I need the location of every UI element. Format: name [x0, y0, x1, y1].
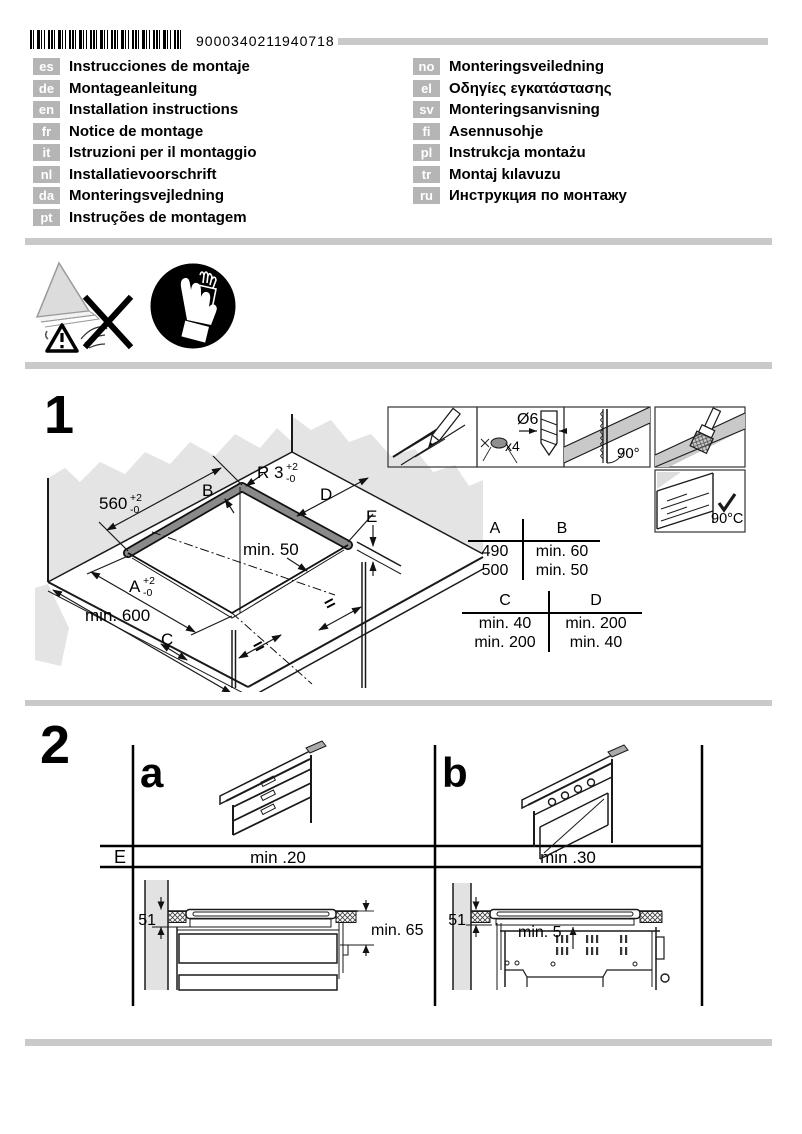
- drill-count-label: x4: [505, 438, 520, 454]
- dim-b: B: [202, 481, 214, 500]
- language-title: Installatievoorschrift: [69, 165, 217, 183]
- language-title: Monteringsanvisning: [449, 101, 600, 119]
- language-row: [33, 164, 257, 186]
- language-row: [413, 164, 627, 186]
- language-title: Montaj kılavuzu: [449, 165, 561, 183]
- separator: [25, 362, 772, 369]
- step-1-number: 1: [44, 385, 75, 445]
- dim-e: E: [366, 507, 378, 526]
- dim-d: D: [320, 485, 333, 504]
- table-cell: min. 200: [548, 614, 642, 633]
- table-cell: min. 40: [478, 615, 532, 632]
- drill-diameter-label: Ø6: [517, 411, 539, 428]
- language-code-badge: es: [33, 58, 60, 75]
- cross-section-a: [145, 880, 374, 990]
- separator: [25, 700, 772, 706]
- dim-a: A: [129, 577, 141, 596]
- oven-drawing: [522, 745, 628, 859]
- mark-cutout-pencil-icon: [393, 408, 465, 465]
- language-row: [413, 142, 627, 164]
- dim-51-b: 51: [448, 912, 466, 929]
- language-row: [413, 78, 627, 100]
- brush-icon: [655, 406, 745, 467]
- barcode: [30, 30, 183, 49]
- table-cell: 500: [481, 562, 509, 579]
- dim-min65: min. 65: [371, 922, 424, 939]
- dim-radius-tol-plus: +2: [286, 461, 298, 473]
- equal-mark: =: [249, 634, 269, 658]
- broken-glass-warning-icon: [25, 255, 150, 357]
- dim-c: C: [161, 630, 174, 649]
- language-row: [33, 185, 257, 207]
- e-value-b: min .30: [540, 848, 596, 867]
- language-code-badge: nl: [33, 166, 60, 183]
- e-value-a: min .20: [250, 848, 306, 867]
- step-2-diagram: [60, 735, 760, 1015]
- table-cell: min. 50: [522, 561, 600, 580]
- table-cd: [462, 591, 642, 652]
- language-list-right: [413, 56, 627, 207]
- table-ab: [468, 519, 600, 580]
- language-row: [33, 142, 257, 164]
- dim-a-tol-minus: -0: [143, 587, 153, 599]
- language-title: Instrukcja montażu: [449, 144, 586, 162]
- language-row: [33, 56, 257, 78]
- dim-51-a: 51: [138, 912, 156, 929]
- header-gray-bar: [338, 38, 768, 45]
- table-cd-header-d: D: [548, 591, 642, 614]
- language-code-badge: tr: [413, 166, 440, 183]
- step-2-number: 2: [40, 715, 71, 775]
- variant-b-label: b: [442, 749, 468, 796]
- dim-radius: R 3: [257, 463, 284, 482]
- language-title: Инструкция по монтажу: [449, 187, 627, 205]
- variant-a-label: a: [140, 749, 164, 796]
- warning-triangle-icon: [47, 325, 77, 351]
- table-cell: min. 200: [474, 634, 536, 651]
- language-title: Monteringsvejledning: [69, 187, 225, 205]
- language-row: [413, 99, 627, 121]
- language-code-badge: en: [33, 101, 60, 118]
- table-cd-header-c: C: [462, 591, 548, 614]
- language-code-badge: pl: [413, 144, 440, 161]
- language-code-badge: ru: [413, 187, 440, 204]
- dim-560-tol-plus: +2: [130, 492, 142, 504]
- language-code-badge: el: [413, 80, 440, 97]
- saw-angle-label: 90°: [617, 445, 640, 462]
- check-icon: [719, 494, 735, 510]
- language-title: Notice de montage: [69, 122, 204, 140]
- language-code-badge: fi: [413, 123, 440, 140]
- table-ab-header-a: A: [468, 519, 522, 542]
- dim-560-tol-minus: -0: [130, 504, 140, 516]
- language-list-left: [33, 56, 257, 228]
- dim-min50: min. 50: [243, 540, 299, 559]
- production-code: 940718: [282, 33, 335, 49]
- step-1-detail-strip: [385, 405, 750, 537]
- dim-560: 560: [99, 494, 128, 513]
- barcode-number: 9000340211: [196, 33, 283, 49]
- language-code-badge: de: [33, 80, 60, 97]
- language-title: Montageanleitung: [69, 79, 198, 97]
- dim-min600: min. 600: [85, 606, 151, 625]
- language-title: Asennusohje: [449, 122, 544, 140]
- table-ab-header-b: B: [522, 519, 600, 542]
- separator: [25, 238, 772, 245]
- language-row: [413, 121, 627, 143]
- cross-icon: [87, 299, 129, 345]
- language-row: [413, 185, 627, 207]
- table-cell: min. 40: [548, 633, 642, 652]
- language-code-badge: pt: [33, 209, 60, 226]
- dim-radius-tol-minus: -0: [286, 473, 296, 485]
- language-title: Installation instructions: [69, 101, 239, 119]
- language-title: Istruzioni per il montaggio: [69, 144, 257, 162]
- arrow-curl: [46, 331, 48, 339]
- equal-mark: =: [320, 591, 340, 615]
- language-row: [413, 56, 627, 78]
- separator: [25, 1039, 772, 1046]
- dim-min5: min. 5: [518, 924, 562, 941]
- dim-a-tol-plus: +2: [143, 575, 155, 587]
- wear-gloves-icon: [148, 261, 238, 351]
- language-row: [33, 78, 257, 100]
- language-code-badge: da: [33, 187, 60, 204]
- language-code-badge: it: [33, 144, 60, 161]
- table-cell: min. 60: [522, 542, 600, 561]
- oven-vent-slots: [556, 935, 627, 955]
- drawer-unit-drawing: [220, 741, 326, 835]
- language-code-badge: sv: [413, 101, 440, 118]
- row-e-label: E: [113, 847, 127, 867]
- table-cell: 490: [481, 543, 509, 560]
- language-code-badge: no: [413, 58, 440, 75]
- language-row: [33, 121, 257, 143]
- language-code-badge: fr: [33, 123, 60, 140]
- max-temp-label: 90°C: [711, 511, 744, 527]
- language-title: Instrucciones de montaje: [69, 58, 250, 76]
- language-title: Monteringsveiledning: [449, 58, 605, 76]
- language-title: Instruções de montagem: [69, 208, 247, 226]
- language-row: [33, 99, 257, 121]
- language-row: [33, 207, 257, 229]
- language-title: Οδηγίες εγκατάστασης: [449, 79, 612, 97]
